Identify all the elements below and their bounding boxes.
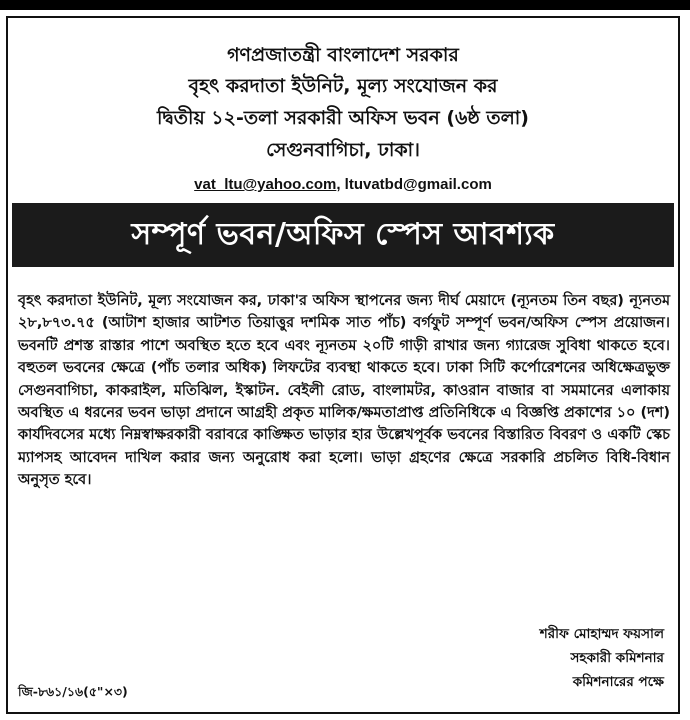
notice-body: বৃহৎ করদাতা ইউনিট, মূল্য সংযোজন কর, ঢাকা'র অফিস স্থাপনের জন্য দীর্ঘ মেয়াদে (ন্যূনতম তিন বছর) ন্যূনতম ২৮,৮৭৩.৭৫ (আটাশ হাজার আটশত তিয়াত্তুর দশমিক সাত পাঁচ) বর্গফুট সম্পূর্ণ ভবন/অফিস স্পেস প্রয়োজন। ভবনটি প্রশস্ত রাস্তার পাশে অবস্থিত হতে হবে এবং ন্যূনতম ২০টি গাড়ী রাখার জন্য গ্যারেজ সুবিধা থাকতে হবে। বহুতল ভবনের ক্ষেত্রে (পাঁচ তলার অধিক) লিফটের ব্যবস্থা থাকতে হবে। ঢাকা সিটি কর্পোরেশনের অধিক্ষেত্রভুক্ত সেগুনবাগিচা, কাকরাইল, মতিঝিল, ইস্কাটন. বেইলী রোড, বাংলামটর, কাওরান বাজার বা সমমানের এলাকায় অবস্থিত এ ধরনের ভবন ভাড়া প্রদানে আগ্রহী প্রকৃত মালিক/ক্ষমতাপ্রাপ্ত প্রতিনিধিকে এ বিজ্ঞপ্তি প্রকাশের ১০ (দশ) কার্যদিবসের মধ্যে নিম্নস্বাক্ষরকারী বরাবরে কাঙ্ক্ষিত ভাড়ার হার উল্লেখপূর্বক ভবনের বিস্তারিত বিবরণ ও একটি স্কেচ ম্যাপসহ আবেদন দাখিল করার জন্য অনুরোধ করা হলো। ভাড়া গ্রহণের ক্ষেত্রে সরকারি প্রচলিত বিধি-বিধান অনুসৃত হবে।: [18, 293, 670, 489]
email-link-yahoo[interactable]: vat_ltu@yahoo.com: [194, 176, 337, 193]
signature-block: [540, 622, 664, 694]
top-border-bar: [0, 0, 690, 10]
email-gmail[interactable]: ltuvatbd@gmail.com: [344, 176, 492, 193]
signatory-designation: সহকারী কমিশনার: [570, 650, 664, 666]
signatory-on-behalf: কমিশনারের পক্ষে: [572, 674, 664, 690]
banner-title: সম্পূর্ণ ভবন/অফিস স্পেস আবশ্যক: [131, 217, 555, 252]
reference-code: জি-৮৬১/১৬(৫"×৩): [18, 684, 128, 699]
contact-emails: [8, 176, 678, 193]
signatory-name: শরীফ মোহাম্মদ ফয়সাল: [539, 626, 664, 642]
title-banner: [12, 203, 674, 267]
advertisement-frame: [6, 16, 680, 714]
header-unit-line: বৃহৎ করদাতা ইউনিট, মূল্য সংযোজন কর: [188, 75, 498, 97]
header-government-line: গণপ্রজাতন্ত্রী বাংলাদেশ সরকার: [227, 44, 459, 66]
email-separator: ,: [336, 176, 345, 193]
header-building-line: দ্বিতীয় ১২-তলা সরকারী অফিস ভবন (৬ষ্ঠ তলা): [157, 107, 529, 129]
header-location-line: সেগুনবাগিচা, ঢাকা।: [266, 139, 420, 161]
